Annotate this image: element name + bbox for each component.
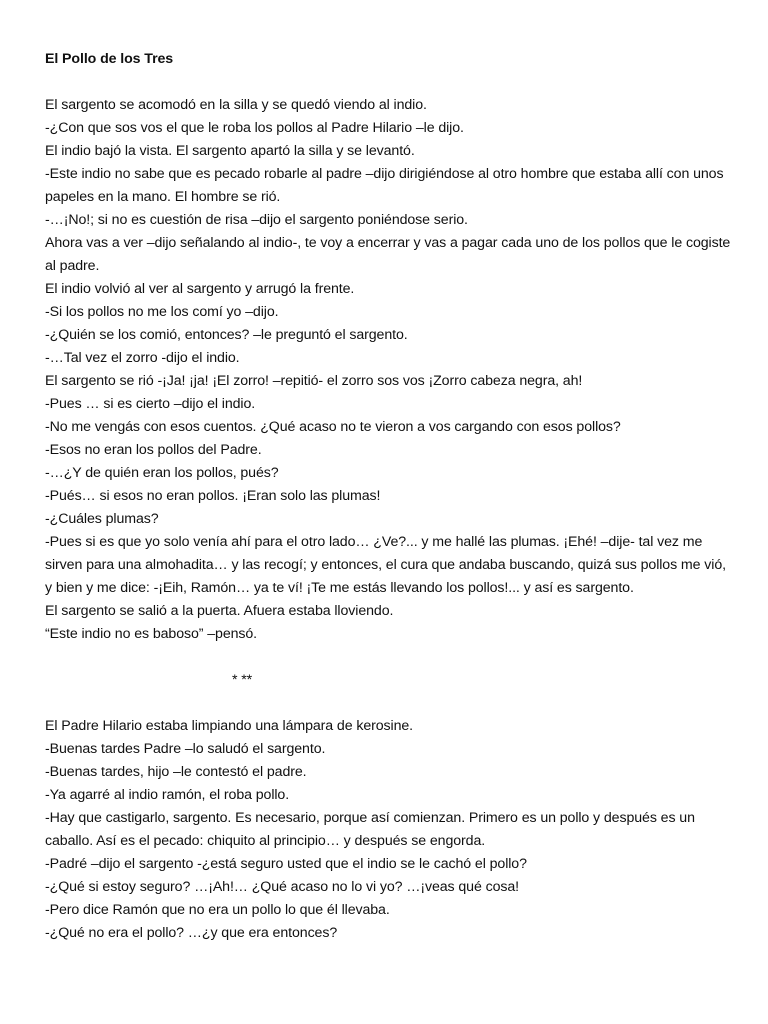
paragraph: -…Tal vez el zorro -dijo el indio. xyxy=(45,350,240,366)
paragraph: -¿Cuáles plumas? xyxy=(45,511,159,527)
paragraph: -Si los pollos no me los comí yo –dijo. xyxy=(45,304,279,320)
paragraph: -Pues … si es cierto –dijo el indio. xyxy=(45,396,256,412)
document-page xyxy=(45,48,735,945)
paragraph: -Ya agarré al indio ramón, el roba pollo. xyxy=(45,787,290,803)
paragraph: El sargento se acomodó en la silla y se quedó viendo al indio. xyxy=(45,97,427,113)
paragraph: El indio volvió al ver al sargento y arrugó la frente. xyxy=(45,281,355,297)
paragraph: -¿Qué si estoy seguro? …¡Ah!… ¿Qué acaso no lo vi yo? …¡veas qué cosa! xyxy=(45,879,520,895)
paragraph: “Este indio no es baboso” –pensó. xyxy=(45,626,258,642)
paragraph: El sargento se salió a la puerta. Afuera estaba lloviendo. xyxy=(45,603,394,619)
spacer xyxy=(45,646,735,669)
paragraph: -Pués… si esos no eran pollos. ¡Eran solo las plumas! xyxy=(45,488,381,504)
paragraph: El Padre Hilario estaba limpiando una lámpara de kerosine. xyxy=(45,718,414,734)
paragraph: El sargento se rió -¡Ja! ¡ja! ¡El zorro! –repitió- el zorro sos vos ¡Zorro cabeza negra, ah! xyxy=(45,373,583,389)
paragraph: -Pues si es que yo solo venía ahí para el otro lado… ¿Ve?... y me hallé las plumas. ¡Ehé! –dije- tal vez me sirven para una almohadita… y las recogí; y entonces, el cura que andaba buscando, quizá sus pollos me vió, y bien y me dice: -¡Eih, Ramón… ya te ví! ¡Te me estás llevando los pollos!... y así es sargento. xyxy=(45,534,726,596)
paragraph: El indio bajó la vista. El sargento apartó la silla y se levantó. xyxy=(45,143,415,159)
paragraph: -Pero dice Ramón que no era un pollo lo que él llevaba. xyxy=(45,902,390,918)
paragraph: -¿Quién se los comió, entonces? –le preguntó el sargento. xyxy=(45,327,408,343)
paragraph: -Este indio no sabe que es pecado robarle al padre –dijo dirigiéndose al otro hombre que estaba allí con unos papeles en la mano. El hombre se rió. xyxy=(45,166,724,205)
paragraph: -Hay que castigarlo, sargento. Es necesario, porque así comienzan. Primero es un pollo y después es un caballo. Así es el pecado: chiquito al principio… y después se engorda. xyxy=(45,810,695,849)
paragraph: -…¿Y de quién eran los pollos, pués? xyxy=(45,465,279,481)
paragraph: -Esos no eran los pollos del Padre. xyxy=(45,442,262,458)
paragraph: -¿Con que sos vos el que le roba los pollos al Padre Hilario –le dijo. xyxy=(45,120,464,136)
spacer xyxy=(45,692,735,715)
paragraph: -Buenas tardes, hijo –le contestó el padre. xyxy=(45,764,307,780)
paragraph: -Buenas tardes Padre –lo saludó el sargento. xyxy=(45,741,326,757)
paragraph: Ahora vas a ver –dijo señalando al indio-, te voy a encerrar y vas a pagar cada uno de los pollos que le cogiste al padre. xyxy=(45,235,731,274)
paragraph: -Padré –dijo el sargento -¿está seguro usted que el indio se le cachó el pollo? xyxy=(45,856,527,872)
document-title: El Pollo de los Tres xyxy=(45,51,174,67)
section-separator: * ** xyxy=(232,672,253,688)
paragraph: -…¡No!; si no es cuestión de risa –dijo el sargento poniéndose serio. xyxy=(45,212,468,228)
spacer xyxy=(45,71,735,94)
paragraph: -¿Qué no era el pollo? …¿y que era entonces? xyxy=(45,925,338,941)
paragraph: -No me vengás con esos cuentos. ¿Qué acaso no te vieron a vos cargando con esos pollos? xyxy=(45,419,621,435)
